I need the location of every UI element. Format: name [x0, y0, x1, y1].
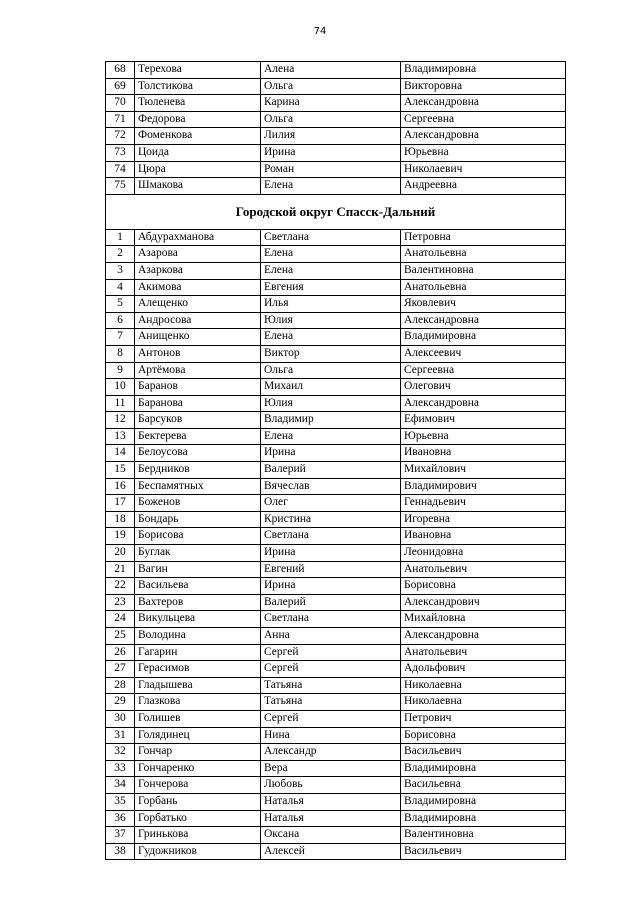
patronymic-cell: Леонидовна: [401, 545, 566, 562]
patronymic-cell: Борисовна: [401, 727, 566, 744]
table-row: [106, 611, 566, 628]
patronymic-cell: Андреевна: [401, 178, 566, 195]
last-name-cell: Беспамятных: [135, 478, 261, 495]
first-name-cell: Лилия: [261, 128, 401, 145]
last-name-cell: Викульцева: [135, 611, 261, 628]
patronymic-cell: Васильевич: [401, 744, 566, 761]
patronymic-cell: Владимировна: [401, 329, 566, 346]
row-number: 10: [106, 379, 135, 396]
table-row: [106, 594, 566, 611]
table-row: [106, 661, 566, 678]
table-row: [106, 296, 566, 313]
first-name-cell: Владимир: [261, 412, 401, 429]
table-row: [106, 379, 566, 396]
first-name-cell: Евгения: [261, 279, 401, 296]
last-name-cell: Глазкова: [135, 694, 261, 711]
last-name-cell: Гагарин: [135, 644, 261, 661]
patronymic-cell: Васильевна: [401, 777, 566, 794]
row-number: 75: [106, 178, 135, 195]
first-name-cell: Татьяна: [261, 694, 401, 711]
patronymic-cell: Валентиновна: [401, 827, 566, 844]
table-row: [106, 478, 566, 495]
table-row: [106, 744, 566, 761]
row-number: 29: [106, 694, 135, 711]
first-name-cell: Вера: [261, 760, 401, 777]
first-name-cell: Валерий: [261, 594, 401, 611]
first-name-cell: Юлия: [261, 312, 401, 329]
table-row: [106, 462, 566, 479]
row-number: 26: [106, 644, 135, 661]
patronymic-cell: Александровна: [401, 628, 566, 645]
row-number: 20: [106, 545, 135, 562]
patronymic-cell: Александрович: [401, 594, 566, 611]
last-name-cell: Шмакова: [135, 178, 261, 195]
row-number: 3: [106, 262, 135, 279]
first-name-cell: Ирина: [261, 445, 401, 462]
first-name-cell: Наталья: [261, 793, 401, 810]
patronymic-cell: Валентиновна: [401, 262, 566, 279]
table-row: [106, 710, 566, 727]
patronymic-cell: Александровна: [401, 395, 566, 412]
row-number: 7: [106, 329, 135, 346]
row-number: 6: [106, 312, 135, 329]
patronymic-cell: Владимировна: [401, 793, 566, 810]
table-row: [106, 694, 566, 711]
table-row: [106, 128, 566, 145]
patronymic-cell: Яковлевич: [401, 296, 566, 313]
row-number: 35: [106, 793, 135, 810]
table-row: [106, 561, 566, 578]
roster-rows-before: [106, 62, 566, 195]
row-number: 25: [106, 628, 135, 645]
last-name-cell: Федорова: [135, 111, 261, 128]
row-number: 74: [106, 161, 135, 178]
table-row: [106, 111, 566, 128]
row-number: 72: [106, 128, 135, 145]
section-header-group: [106, 194, 566, 229]
last-name-cell: Баранов: [135, 379, 261, 396]
last-name-cell: Горбатько: [135, 810, 261, 827]
last-name-cell: Алещенко: [135, 296, 261, 313]
patronymic-cell: Петровна: [401, 229, 566, 246]
first-name-cell: Александр: [261, 744, 401, 761]
patronymic-cell: Александровна: [401, 128, 566, 145]
first-name-cell: Наталья: [261, 810, 401, 827]
last-name-cell: Терехова: [135, 62, 261, 79]
table-row: [106, 161, 566, 178]
table-row: [106, 279, 566, 296]
last-name-cell: Артёмова: [135, 362, 261, 379]
row-number: 31: [106, 727, 135, 744]
patronymic-cell: Юрьевна: [401, 144, 566, 161]
row-number: 70: [106, 95, 135, 112]
table-row: [106, 362, 566, 379]
last-name-cell: Буглак: [135, 545, 261, 562]
row-number: 71: [106, 111, 135, 128]
row-number: 13: [106, 428, 135, 445]
last-name-cell: Борисова: [135, 528, 261, 545]
patronymic-cell: Олегович: [401, 379, 566, 396]
last-name-cell: Бондарь: [135, 511, 261, 528]
table-row: [106, 312, 566, 329]
patronymic-cell: Сергеевна: [401, 362, 566, 379]
table-row: [106, 178, 566, 195]
first-name-cell: Елена: [261, 246, 401, 263]
table-row: [106, 445, 566, 462]
page-number: 74: [313, 26, 327, 37]
last-name-cell: Азаркова: [135, 262, 261, 279]
row-number: 21: [106, 561, 135, 578]
last-name-cell: Голядинец: [135, 727, 261, 744]
last-name-cell: Герасимов: [135, 661, 261, 678]
last-name-cell: Азарова: [135, 246, 261, 263]
first-name-cell: Виктор: [261, 345, 401, 362]
patronymic-cell: Анатольевна: [401, 279, 566, 296]
last-name-cell: Горбань: [135, 793, 261, 810]
first-name-cell: Алена: [261, 62, 401, 79]
table-row: [106, 777, 566, 794]
first-name-cell: Нина: [261, 727, 401, 744]
row-number: 19: [106, 528, 135, 545]
first-name-cell: Светлана: [261, 229, 401, 246]
first-name-cell: Ольга: [261, 111, 401, 128]
row-number: 73: [106, 144, 135, 161]
last-name-cell: Боженов: [135, 495, 261, 512]
last-name-cell: Толстикова: [135, 78, 261, 95]
first-name-cell: Валерий: [261, 462, 401, 479]
patronymic-cell: Ивановна: [401, 528, 566, 545]
row-number: 33: [106, 760, 135, 777]
first-name-cell: Елена: [261, 428, 401, 445]
first-name-cell: Елена: [261, 329, 401, 346]
patronymic-cell: Сергеевна: [401, 111, 566, 128]
row-number: 32: [106, 744, 135, 761]
table-row: [106, 62, 566, 79]
row-number: 14: [106, 445, 135, 462]
patronymic-cell: Геннадьевич: [401, 495, 566, 512]
first-name-cell: Евгений: [261, 561, 401, 578]
last-name-cell: Тюленева: [135, 95, 261, 112]
first-name-cell: Сергей: [261, 644, 401, 661]
last-name-cell: Анищенко: [135, 329, 261, 346]
first-name-cell: Ирина: [261, 545, 401, 562]
row-number: 36: [106, 810, 135, 827]
row-number: 4: [106, 279, 135, 296]
last-name-cell: Акимова: [135, 279, 261, 296]
patronymic-cell: Николаевич: [401, 161, 566, 178]
last-name-cell: Гончерова: [135, 777, 261, 794]
first-name-cell: Татьяна: [261, 677, 401, 694]
patronymic-cell: Юрьевна: [401, 428, 566, 445]
table-row: [106, 246, 566, 263]
table-row: [106, 495, 566, 512]
first-name-cell: Елена: [261, 178, 401, 195]
first-name-cell: Любовь: [261, 777, 401, 794]
table-row: [106, 760, 566, 777]
patronymic-cell: Анатольевич: [401, 561, 566, 578]
table-row: [106, 810, 566, 827]
row-number: 11: [106, 395, 135, 412]
last-name-cell: Бектерева: [135, 428, 261, 445]
table-row: [106, 412, 566, 429]
last-name-cell: Цоида: [135, 144, 261, 161]
section-title: Городской округ Спасск-Дальний: [106, 194, 566, 229]
row-number: 18: [106, 511, 135, 528]
last-name-cell: Гринькова: [135, 827, 261, 844]
row-number: 38: [106, 843, 135, 860]
last-name-cell: Фоменкова: [135, 128, 261, 145]
table-row: [106, 793, 566, 810]
first-name-cell: Кристина: [261, 511, 401, 528]
table-row: [106, 144, 566, 161]
table-row: [106, 95, 566, 112]
patronymic-cell: Игоревна: [401, 511, 566, 528]
last-name-cell: Абдурахманова: [135, 229, 261, 246]
patronymic-cell: Владимирович: [401, 478, 566, 495]
row-number: 37: [106, 827, 135, 844]
patronymic-cell: Анатольевич: [401, 644, 566, 661]
row-number: 1: [106, 229, 135, 246]
row-number: 69: [106, 78, 135, 95]
first-name-cell: Роман: [261, 161, 401, 178]
table-row: [106, 329, 566, 346]
first-name-cell: Оксана: [261, 827, 401, 844]
last-name-cell: Гудожников: [135, 843, 261, 860]
row-number: 5: [106, 296, 135, 313]
table-row: [106, 843, 566, 860]
last-name-cell: Андросова: [135, 312, 261, 329]
table-row: [106, 395, 566, 412]
last-name-cell: Голишев: [135, 710, 261, 727]
first-name-cell: Елена: [261, 262, 401, 279]
patronymic-cell: Борисовна: [401, 578, 566, 595]
first-name-cell: Сергей: [261, 710, 401, 727]
roster-table: [105, 61, 566, 860]
row-number: 2: [106, 246, 135, 263]
last-name-cell: Баранова: [135, 395, 261, 412]
first-name-cell: Ирина: [261, 144, 401, 161]
patronymic-cell: Анатольевна: [401, 246, 566, 263]
table-row: [106, 545, 566, 562]
last-name-cell: Васильева: [135, 578, 261, 595]
patronymic-cell: Михайловна: [401, 611, 566, 628]
row-number: 30: [106, 710, 135, 727]
first-name-cell: Ирина: [261, 578, 401, 595]
table-row: [106, 78, 566, 95]
table-row: [106, 345, 566, 362]
first-name-cell: Ольга: [261, 362, 401, 379]
patronymic-cell: Адольфович: [401, 661, 566, 678]
row-number: 16: [106, 478, 135, 495]
first-name-cell: Михаил: [261, 379, 401, 396]
last-name-cell: Бердников: [135, 462, 261, 479]
table-row: [106, 578, 566, 595]
table-row: [106, 644, 566, 661]
row-number: 28: [106, 677, 135, 694]
last-name-cell: Антонов: [135, 345, 261, 362]
last-name-cell: Гончар: [135, 744, 261, 761]
row-number: 9: [106, 362, 135, 379]
last-name-cell: Вахтеров: [135, 594, 261, 611]
row-number: 68: [106, 62, 135, 79]
patronymic-cell: Ефимович: [401, 412, 566, 429]
patronymic-cell: Петрович: [401, 710, 566, 727]
patronymic-cell: Владимировна: [401, 760, 566, 777]
first-name-cell: Илья: [261, 296, 401, 313]
table-row: [106, 428, 566, 445]
first-name-cell: Анна: [261, 628, 401, 645]
last-name-cell: Гончаренко: [135, 760, 261, 777]
row-number: 22: [106, 578, 135, 595]
first-name-cell: Вячеслав: [261, 478, 401, 495]
section-header-row: [106, 194, 566, 229]
table-row: [106, 511, 566, 528]
patronymic-cell: Михайлович: [401, 462, 566, 479]
first-name-cell: Сергей: [261, 661, 401, 678]
table-row: [106, 677, 566, 694]
row-number: 27: [106, 661, 135, 678]
row-number: 17: [106, 495, 135, 512]
patronymic-cell: Александровна: [401, 95, 566, 112]
last-name-cell: Цюра: [135, 161, 261, 178]
patronymic-cell: Васильевич: [401, 843, 566, 860]
first-name-cell: Ольга: [261, 78, 401, 95]
row-number: 12: [106, 412, 135, 429]
patronymic-cell: Викторовна: [401, 78, 566, 95]
patronymic-cell: Ивановна: [401, 445, 566, 462]
table-row: [106, 262, 566, 279]
first-name-cell: Светлана: [261, 528, 401, 545]
patronymic-cell: Николаевна: [401, 677, 566, 694]
patronymic-cell: Владимировна: [401, 810, 566, 827]
first-name-cell: Карина: [261, 95, 401, 112]
row-number: 8: [106, 345, 135, 362]
first-name-cell: Светлана: [261, 611, 401, 628]
last-name-cell: Белоусова: [135, 445, 261, 462]
row-number: 24: [106, 611, 135, 628]
table-row: [106, 528, 566, 545]
table-row: [106, 727, 566, 744]
first-name-cell: Алексей: [261, 843, 401, 860]
patronymic-cell: Александровна: [401, 312, 566, 329]
patronymic-cell: Алексеевич: [401, 345, 566, 362]
roster-rows-after: [106, 229, 566, 860]
row-number: 23: [106, 594, 135, 611]
first-name-cell: Олег: [261, 495, 401, 512]
last-name-cell: Гладышева: [135, 677, 261, 694]
row-number: 34: [106, 777, 135, 794]
first-name-cell: Юлия: [261, 395, 401, 412]
table-row: [106, 628, 566, 645]
patronymic-cell: Николаевна: [401, 694, 566, 711]
last-name-cell: Володина: [135, 628, 261, 645]
table-row: [106, 827, 566, 844]
last-name-cell: Вагин: [135, 561, 261, 578]
row-number: 15: [106, 462, 135, 479]
table-row: [106, 229, 566, 246]
last-name-cell: Барсуков: [135, 412, 261, 429]
patronymic-cell: Владимировна: [401, 62, 566, 79]
